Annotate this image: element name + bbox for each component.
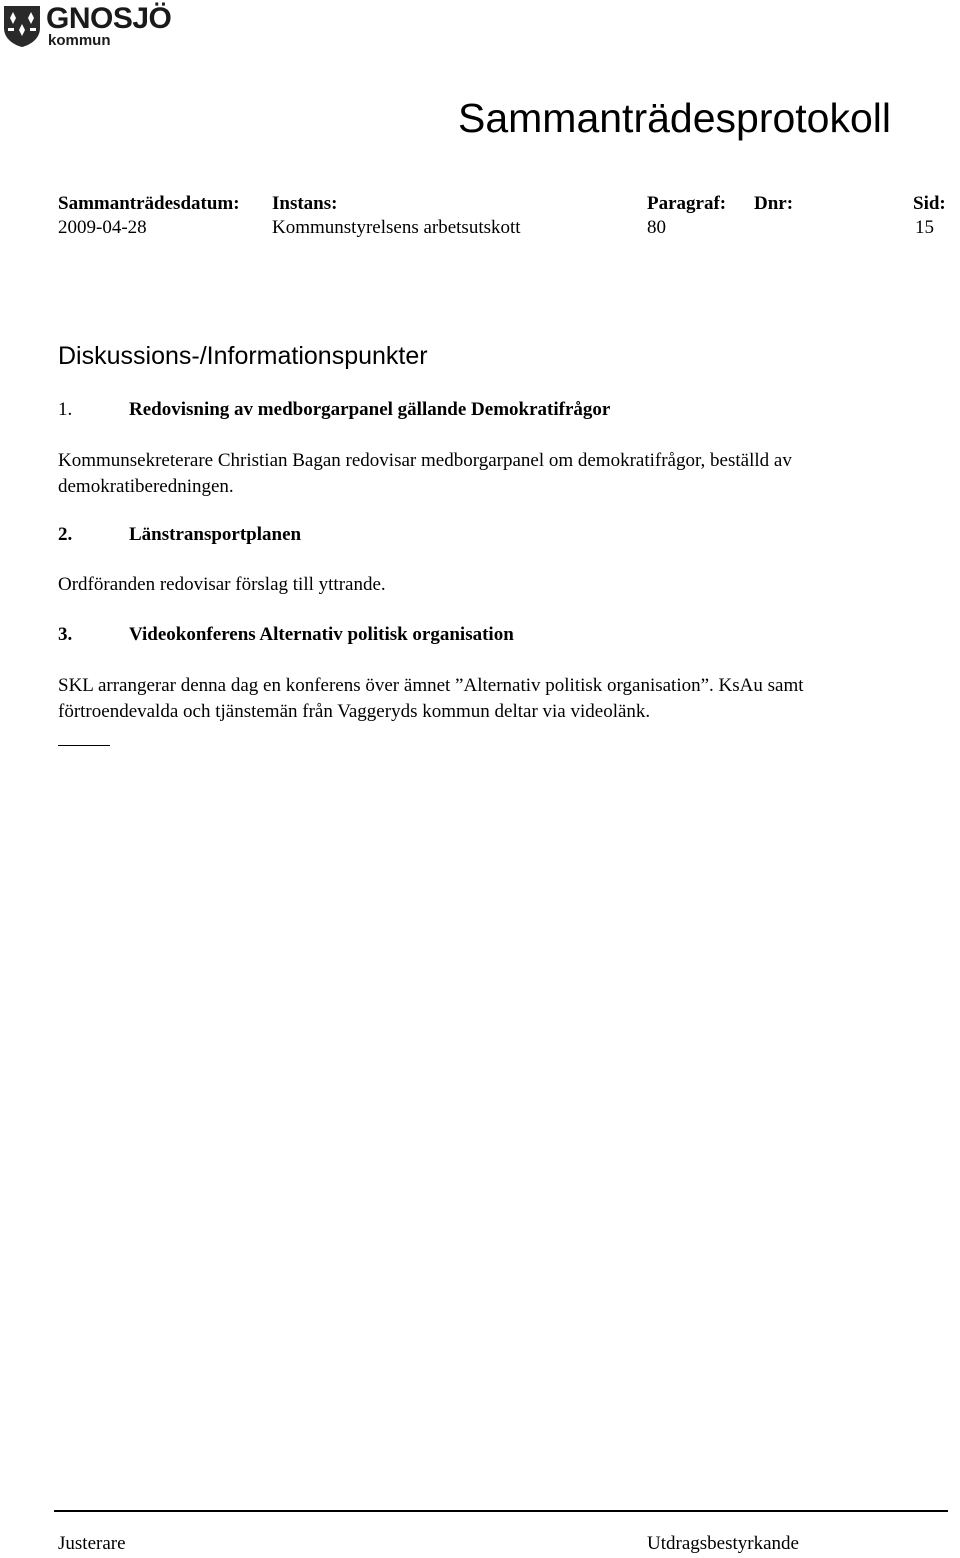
logo-name: GNOSJÖ bbox=[46, 2, 172, 35]
coat-of-arms-icon bbox=[2, 4, 42, 48]
section-heading: Diskussions-/Informationspunkter bbox=[58, 342, 428, 370]
end-rule bbox=[58, 745, 110, 746]
item-heading bbox=[58, 623, 514, 647]
date-value: 2009-04-28 bbox=[58, 217, 147, 238]
item-title: Redovisning av medborgarpanel gällande Demokratifrågor bbox=[129, 399, 611, 420]
instance-label: Instans: bbox=[272, 193, 338, 214]
page-title: Sammanträdesprotokoll bbox=[458, 95, 891, 141]
page-number-value: 15 bbox=[915, 217, 934, 238]
footer-utdragsbestyrkande: Utdragsbestyrkande bbox=[647, 1533, 799, 1554]
date-label: Sammanträdesdatum: bbox=[58, 193, 240, 214]
item-body: Kommunsekreterare Christian Bagan redovisar medborgarpanel om demokratifrågor, beställd av demokratiberedningen. bbox=[58, 450, 792, 497]
footer-rule bbox=[54, 1510, 948, 1512]
instance-value: Kommunstyrelsens arbetsutskott bbox=[272, 217, 521, 238]
item-title: Videokonferens Alternativ politisk organisation bbox=[129, 624, 514, 645]
paragraph-value: 80 bbox=[647, 217, 666, 238]
item-heading bbox=[58, 523, 301, 547]
page-number-label: Sid: bbox=[913, 193, 946, 214]
item-number: 3. bbox=[58, 624, 73, 645]
item-title: Länstransportplanen bbox=[129, 524, 302, 545]
logo-subtitle: kommun bbox=[48, 32, 111, 49]
item-heading bbox=[58, 398, 610, 422]
item-body: SKL arrangerar denna dag en konferens över ämnet ”Alternativ politisk organisation”. KsAu samt förtroendevalda och tjänstemän från Vaggeryds kommun deltar via videolänk. bbox=[58, 675, 804, 722]
dnr-label: Dnr: bbox=[754, 193, 794, 214]
item-body: Ordföranden redovisar förslag till yttrande. bbox=[58, 574, 386, 595]
footer-justerare: Justerare bbox=[58, 1533, 126, 1554]
municipality-logo bbox=[2, 4, 177, 50]
item-number: 1. bbox=[58, 399, 73, 420]
paragraph-label: Paragraf: bbox=[647, 193, 727, 214]
item-number: 2. bbox=[58, 524, 73, 545]
